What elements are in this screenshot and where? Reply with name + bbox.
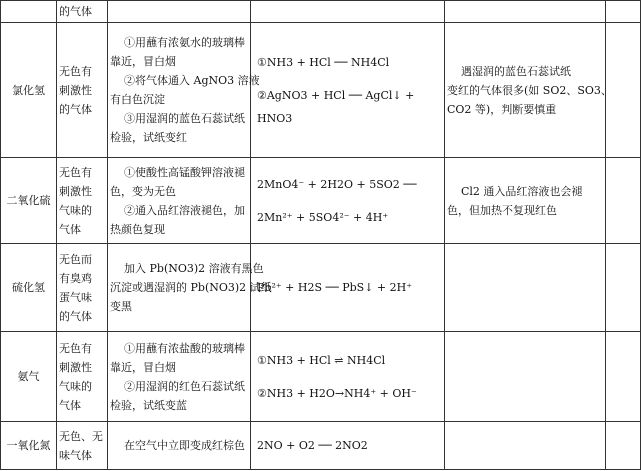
property-line: 气体 [59,398,81,412]
equation-line: HNO3 [257,111,293,125]
test-line: 变黑 [110,300,132,313]
note-line: 变红的气体很多(如 SO2、SO3、 [447,83,612,97]
property-cell [57,332,108,422]
test-line: ②用湿润的红色石蕊试纸 [124,379,245,393]
property-cell [57,158,108,244]
property-line: 刺激性 [59,184,92,198]
gas-name-cell [1,422,57,470]
test-line: 检验，试纸变蓝 [110,398,187,412]
test-cell [108,244,272,332]
property-line: 的气体 [59,102,92,116]
note-cell [445,1,606,23]
note-line: CO2 等)，判断要慎重 [447,102,557,116]
property-cell [57,422,108,470]
property-cell [57,23,108,158]
note-cell [445,158,606,244]
extra-cell [606,1,641,23]
test-line: ③用湿润的蓝色石蕊试纸 [124,112,245,125]
note-line: 色，但加热不复现红色 [447,203,557,217]
test-line: ①用蘸有浓盐酸的玻璃棒 [124,341,245,355]
table-row-so2 [1,158,641,244]
property-line: 刺激性 [59,83,92,97]
test-line: ①用蘸有浓氨水的玻璃棒 [124,36,245,49]
table-row-hcl [1,23,641,158]
gas-name-cell [1,1,57,23]
property-line: 气味的 [59,203,92,217]
test-line: 色，变为无色 [110,184,176,198]
equation-cell [251,158,445,244]
gas-name: 硫化氢 [12,281,45,294]
test-line: ②通入品红溶液褪色，加 [124,203,245,217]
equation-line: ①NH3 + HCl ⇌ NH4Cl [257,353,386,367]
property-line: 刺激性 [59,360,92,374]
property-line: 无色有 [59,64,92,78]
gas-name-cell [1,332,57,422]
equation-cell [251,422,445,470]
property-line: 有臭鸡 [59,271,92,285]
property-cell [57,1,108,23]
note-cell [445,244,606,332]
test-line: 沉淀或遇湿润的 Pb(NO3)2 试纸 [110,281,272,294]
equation-cell [251,332,445,422]
test-cell [108,422,251,470]
test-cell [108,332,251,422]
property-line: 的气体 [59,309,92,323]
table-row-h2s [1,244,641,332]
property-line: 无色、无 [59,429,103,443]
test-cell [108,23,260,158]
property-line: 味气体 [59,448,92,462]
note-line: Cl2 通入品红溶液也会褪 [461,184,583,198]
table-row-nh3 [1,332,641,422]
equation-line: ②AgNO3 + HCl ── AgCl↓ + [257,88,415,102]
gas-name: 一氧化氮 [6,439,51,452]
note-line: 遇湿润的蓝色石蕊试纸 [461,64,571,78]
gas-name: 二氧化硫 [6,194,51,207]
property-line: 蛋气味 [59,290,92,304]
extra-cell [606,244,641,332]
extra-cell [606,422,641,470]
equation-line: 2NO + O2 ── 2NO2 [257,439,368,452]
test-line: ①使酸性高锰酸钾溶液褪 [124,165,245,179]
test-line: 检验，试纸变红 [110,131,187,144]
property-line: 无色有 [59,341,92,355]
note-cell [445,332,606,422]
property-line: 无色有 [59,165,92,179]
test-line: ②将气体通入 AgNO3 溶液 [124,74,260,87]
property-cell [57,244,108,332]
test-line: 热颜色复现 [110,222,165,236]
equation-line: ①NH3 + HCl ── NH4Cl [257,55,390,69]
equation-line: Pb²⁺ + H2S ── PbS↓ + 2H⁺ [257,281,413,294]
table-row-no [1,422,641,470]
gas-name-cell [1,244,57,332]
gas-name: 氨气 [17,370,40,383]
property-line: 的气体 [59,5,92,18]
equation-cell [251,244,445,332]
property-line: 无色而 [59,252,92,266]
extra-cell [606,158,641,244]
equation-line: 2MnO4⁻ + 2H2O + 5SO2 ── [257,177,417,191]
equation-cell [251,1,445,23]
gas-name-cell [1,23,57,158]
note-cell [445,23,612,158]
equation-line: ②NH3 + H2O→NH4⁺ + OH⁻ [257,386,417,400]
equation-line: 2Mn²⁺ + 5SO4²⁻ + 4H⁺ [257,210,389,224]
test-line: 加入 Pb(NO3)2 溶液有黑色 [124,262,264,275]
gas-name-cell [1,158,57,244]
test-line: 有白色沉淀 [110,93,165,106]
property-line: 气味的 [59,379,92,393]
test-cell [108,158,251,244]
equation-cell [251,23,445,158]
gas-name: 氯化氢 [12,83,45,97]
note-cell [445,422,606,470]
property-line: 气体 [59,222,81,236]
test-line: 在空气中立即变成红棕色 [124,439,245,452]
extra-cell [606,332,641,422]
test-line: 靠近，冒白烟 [110,360,176,374]
test-line: 靠近，冒白烟 [110,55,176,68]
table-row-partial [1,1,641,23]
test-cell [108,1,251,23]
